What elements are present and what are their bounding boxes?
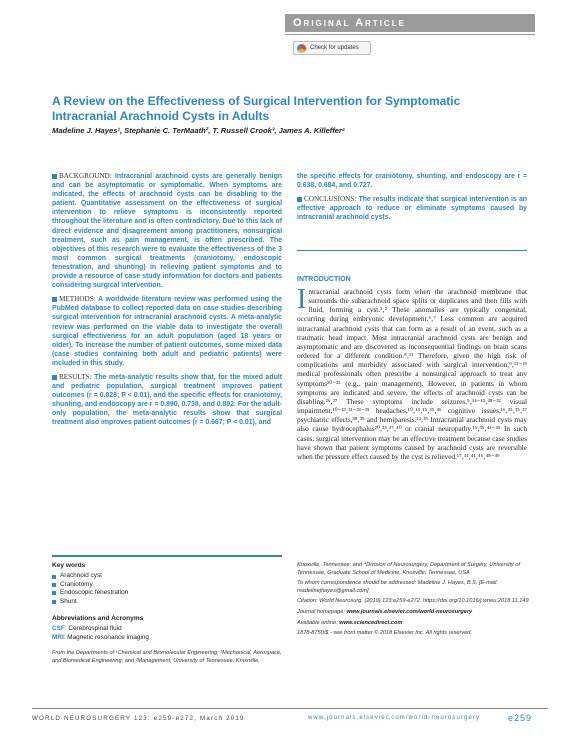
keyword-item: Shunt <box>52 598 282 606</box>
abstract-conclusions <box>297 195 527 222</box>
bullet-square-icon <box>52 174 57 179</box>
available-online: Available online: www.sciencedirect.com <box>297 619 403 626</box>
bullet-square-icon <box>52 600 56 604</box>
introduction-text: ntracranial arachnoid cysts form when the arachnoid membrane that surrounds the subarachnoid space splits or duplicates and then fills with fluid, forming a cyst.¹‚² These anomalies are typically congenital, occurring during embryonic development.⁶‚⁷ Less common are acquired intracranial arachnoid cysts that can form as a result of an event, such as a traumatic head impact. Most intracranial arachnoid cysts are benign and asymptomatic and are discovered as inconsequential findings on brain scans ordered for a different condition.⁸‚¹¹ Therefore, given the high risk of complications and morbidity associated with surgical intervention,⁹‚¹²⁻¹⁹ medical professionals often prescribe a nonsurgical approach to treat any symptoms²⁰⁻²⁵ (e.g., pain management). However, in patients in whom symptoms are indicated and severe, the effects of arachnoid cysts can be disabling.²⁶‚²⁷ These symptoms include seizures,⁹‚¹⁴⁻¹⁵‚²⁸⁻³² visual impairment,¹⁰⁻²³‚³¹⁻³³⁻³⁵ headaches,¹⁰‚¹⁴‚¹⁵‚³⁵‚³⁶ cognitive issues,¹⁶‚²⁵‚³⁵‚³⁷ psychiatric effects,³⁸‚³⁹ and hemiparesis.²²‚³⁵ Intracranial arachnoid cysts may also cause hydrocephalus²⁰‚²³‚³⁷‚⁴⁰ or cranial neuropathy.¹⁵‚³⁵‚⁴¹⁻⁴⁵ In such cases, surgical intervention may be an effective treatment because case studies have shown that patient symptoms caused by arachnoid cysts are reversible when the pressure effect caused by the cyst is relieved.¹⁷‚³¹‚⁴¹‚⁴⁶‚⁴⁸⁻⁴⁹ <box>297 287 527 461</box>
abbreviation-item: MRI: Magnetic resonance imaging <box>52 633 149 641</box>
abstract-methods <box>52 295 282 368</box>
bullet-square-icon <box>52 297 57 302</box>
methods-text: A worldwide literature review was performed using the PubMed database to collect reported data on case studies describing surgical intervention for intracranial arachnoid cysts. A meta-analytic review was performed on the viable data to investigate the overall surgical effectiveness for an adult population (aged 18 years or older). To increase the number of patient outcomes, some mixed data (case studies containing both adult and pediatric patients) were included in this study. <box>52 296 282 367</box>
background-label: BACKGROUND: <box>59 172 112 180</box>
abstract-results <box>52 373 282 428</box>
results-label: RESULTS: <box>59 372 92 381</box>
check-for-updates-button[interactable] <box>293 41 371 55</box>
section-label: Original Article <box>285 14 535 32</box>
background-text: Intracranial arachnoid cysts are generally benign and can be asymptomatic or symptomatic. When symptoms are indicated, the effects of arachnoid cysts can be disabling to the patient. Quantitative assessment on the effectiveness of surgical intervention to relieve symptoms is inconsistently reported throughout the literature and is often contradictory. Due to this lack of direct evidence and disagreement among practitioners, nonsurgical treatment, such as pain management, is often prescribed. The objectives of this research were to evaluate the effectiveness of the 3 most common surgical treatments (craniotomy, endoscopic fenestration, and shunting) in relieving patient symptoms and to provide a resource of case study information for doctors and patients considering surgical intervention. <box>52 173 282 290</box>
abstract-left-column <box>52 172 282 433</box>
keywords-box <box>52 562 282 606</box>
header-divider <box>285 34 535 35</box>
affiliation-right: Knoxville, Tennessee; and ⁴Division of Neurosurgery, Department of Surgery, University of Tennessee, Graduate School of Medicine, Knoxville, Tennessee, USA <box>297 562 521 576</box>
citation: Citation: World Neurosurg. (2019) 123:e259-e272. https://doi.org/10.1016/j.wneu.2018.11.149 <box>297 598 529 605</box>
check-for-updates-label: Check for updates <box>310 45 359 51</box>
dropcap: I <box>297 284 307 315</box>
keyword-item: Endoscopic fenestration <box>52 589 282 597</box>
bullet-square-icon <box>52 375 57 380</box>
article-meta <box>297 562 529 641</box>
conclusions-label: CONCLUSIONS: <box>304 195 357 204</box>
abbreviation-item: CSF: Cerebrospinal fluid <box>52 625 122 633</box>
bullet-square-icon <box>52 591 56 595</box>
abbreviations-box <box>52 615 282 642</box>
article-title: A Review on the Effectiveness of Surgical Intervention for Symptomatic Intracranial Arachnoid Cysts in Adults <box>52 94 461 123</box>
bullet-square-icon <box>52 583 56 587</box>
keywords-heading: Key words <box>52 562 86 569</box>
footer-journal-info: WORLD NEUROSURGERY 123: e259-e272, March 2019 <box>32 715 245 722</box>
footer-journal-url[interactable]: www.journals.elsevier.com/world-neurosurgery <box>308 715 481 721</box>
results-text: The meta-analytic results show that, for the mixed adult and pediatric population, surgical treatment improves patient outcomes (r̄ = 0.828; P < 0.01), and the specific effects for craniotomy, shunting, and endoscopy are r̄ = 0.890, 0.738, and 0.892. For the adult-only population, the meta-analytic results show that surgical treatment also improves patient outcomes (r̄ = 0.667; P < 0.01), and <box>52 373 282 427</box>
keyword-item: Craniotomy <box>52 581 282 589</box>
sciencedirect-link[interactable]: www.sciencedirect.com <box>339 619 403 626</box>
page-number: e259 <box>508 713 533 723</box>
bullet-square-icon <box>52 575 56 579</box>
correspondence: To whom correspondence should be addressed: Madeline J. Hayes, B.S. [E-mail: madelinejhayes@gmail.com] <box>297 580 498 594</box>
keywords-divider <box>52 555 282 557</box>
introduction-heading: INTRODUCTION <box>297 276 351 283</box>
results-continued: the specific effects for craniotomy, shunting, and endoscopy are r̄ = 0.638, 0.684, and 0.727. <box>297 173 527 190</box>
crossmark-icon <box>297 44 306 53</box>
abstract-divider <box>297 250 527 251</box>
journal-homepage-link[interactable]: www.journals.elsevier.com/world-neurosurgery <box>346 608 473 615</box>
footer-divider <box>32 708 548 709</box>
methods-label: METHODS: <box>59 295 96 304</box>
affiliation-left: From the Departments of ¹Chemical and Biomolecular Engineering; ²Mechanical, Aerospace, and Biomedical Engineering; and ³Management, University of Tennessee, Knoxville, <box>52 650 282 664</box>
introduction-body <box>297 284 527 461</box>
keyword-item: Arachnoid cyst <box>52 572 282 580</box>
bullet-square-icon <box>297 197 302 202</box>
abstract-right-column <box>297 172 527 227</box>
author-list: Madeline J. Hayes¹, Stephanie C. TerMaath², T. Russell Crook³, James A. Killeffer⁴ <box>52 126 346 135</box>
issn-line: 1878-8750/$ - see front matter © 2018 Elsevier Inc. All rights reserved. <box>297 630 472 637</box>
conclusions-text: The results indicate that surgical intervention is an effective approach to reduce or eliminate symptoms caused by intracranial arachnoid cysts. <box>297 196 527 222</box>
journal-homepage: Journal homepage: www.journals.elsevier.com/world-neurosurgery <box>297 608 473 615</box>
abstract-background <box>52 172 282 290</box>
abbreviations-heading: Abbreviations and Acronyms <box>52 615 144 622</box>
